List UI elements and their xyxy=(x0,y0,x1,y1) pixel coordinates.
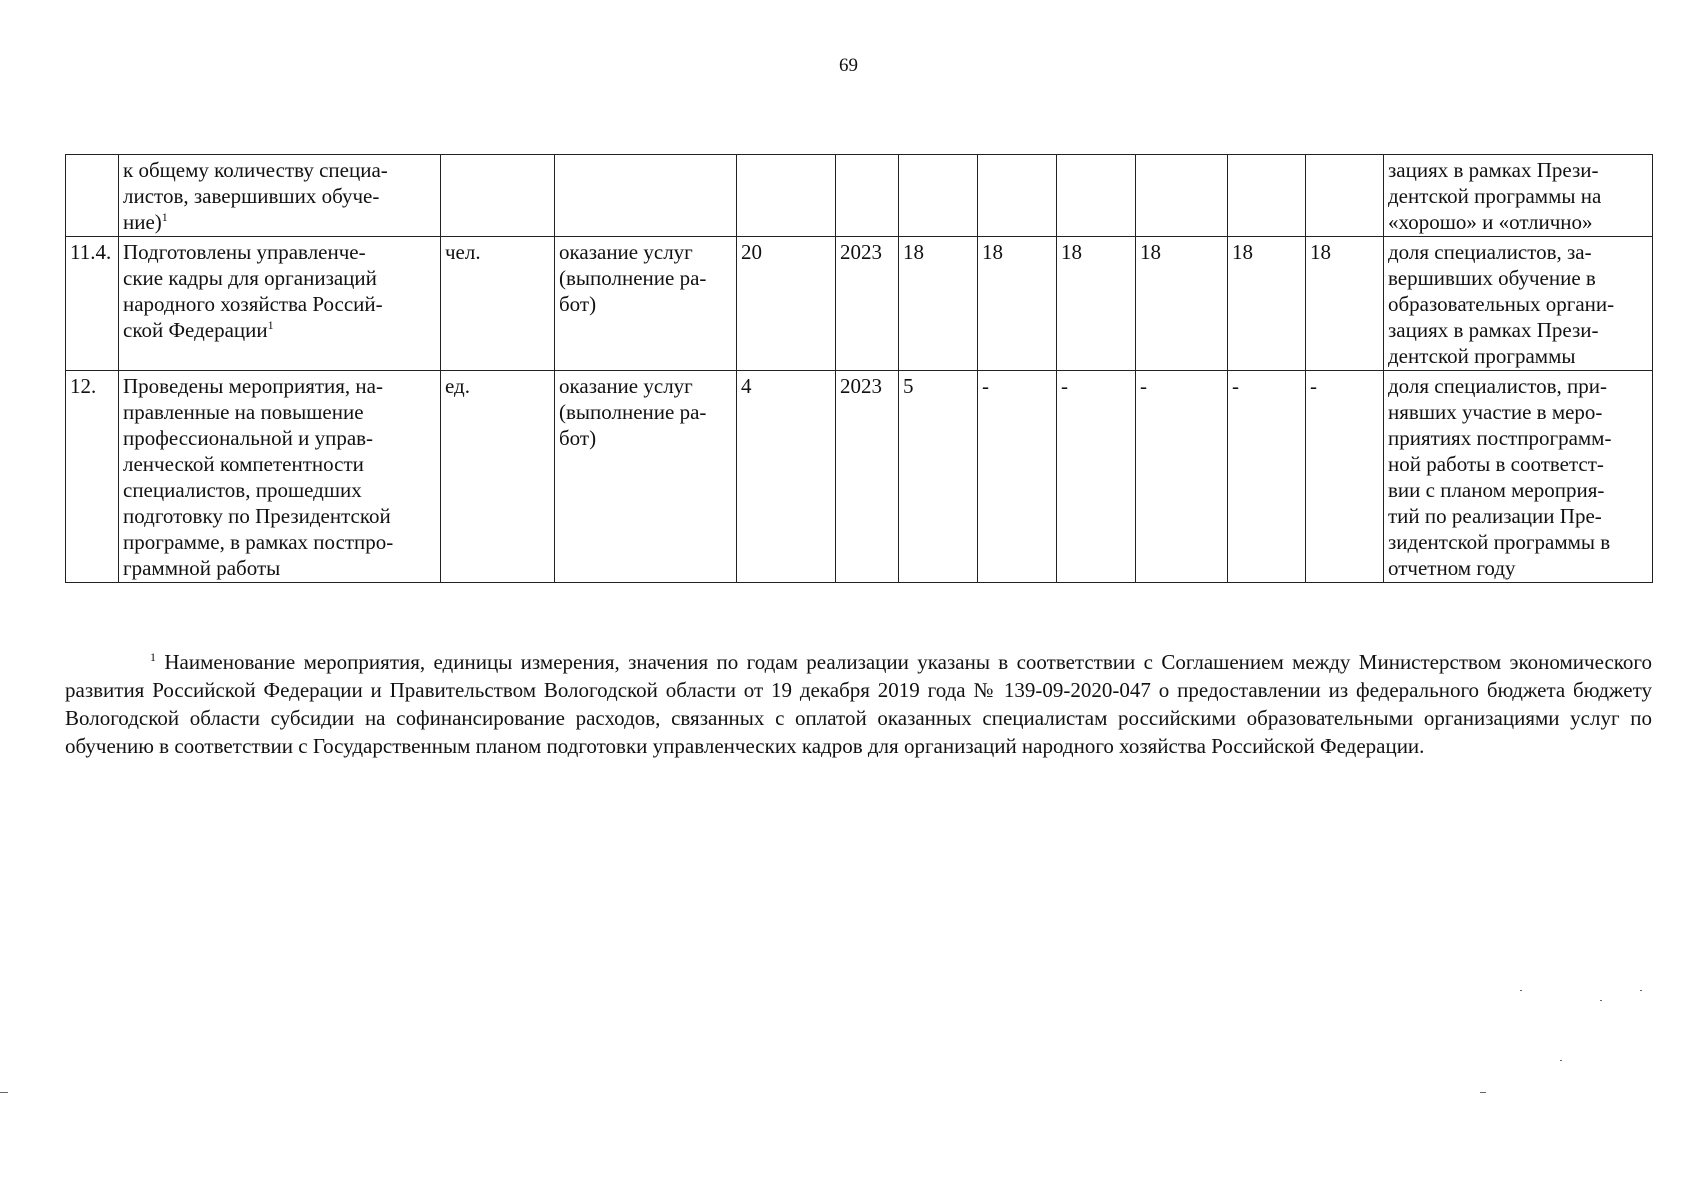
table-row xyxy=(66,155,1653,237)
year-value-cell: 5 xyxy=(899,371,978,583)
year-value-cell xyxy=(899,155,978,237)
footnote-ref: 1 xyxy=(161,210,168,224)
activity-name-cell: Подготовлены управленче- ские кадры для организаций народного хозяйства Россий- ской Федерации$^1$ xyxy=(119,237,441,371)
scan-mark xyxy=(1480,1092,1486,1093)
type-cell: оказание услуг (выполнение ра- бот) xyxy=(555,237,737,371)
indicator-cell: зациях в рамках Прези- дентской программы на «хорошо» и «отлично» xyxy=(1384,155,1653,237)
scan-mark xyxy=(1640,990,1642,991)
year-value-cell: 18 xyxy=(1228,237,1306,371)
footnote-text: Наименование мероприятия, единицы измерения, значения по годам реализации указаны в соответствии с Соглашением между Министерством экономического развития Российской Федерации и Правительством Вологодской области от 19 декабря 2019 года № 139-09-2020-047 о предоставлении из федерального бюджета бюджету Вологодской области субсидии на софинансирование расходов, связанных с оплатой оказанных специалистам российскими образовательными организациями услуг по обучению в соответствии с Государственным планом подготовки управленческих кадров для организаций народного хозяйства Российской Федерации. xyxy=(65,650,1652,758)
page-number: 69 xyxy=(839,55,858,76)
year-value-cell: - xyxy=(1228,371,1306,583)
base-value-cell: 20 xyxy=(737,237,836,371)
scan-mark xyxy=(0,1092,8,1093)
base-year-cell xyxy=(836,155,899,237)
unit-cell: чел. xyxy=(441,237,555,371)
year-value-cell xyxy=(1057,155,1136,237)
table-body xyxy=(66,155,1653,583)
base-value-cell: 4 xyxy=(737,371,836,583)
footnote xyxy=(65,648,1652,760)
scan-mark xyxy=(1600,1000,1602,1001)
unit-cell: ед. xyxy=(441,371,555,583)
year-value-cell xyxy=(1228,155,1306,237)
year-value-cell: 18 xyxy=(1136,237,1228,371)
base-year-cell: 2023 xyxy=(836,237,899,371)
row-number-cell xyxy=(66,155,119,237)
indicator-cell: доля специалистов, за- вершивших обучение в образовательных органи- зациях в рамках Прези- дентской программы xyxy=(1384,237,1653,371)
row-number-cell: 11.4. xyxy=(66,237,119,371)
table-row xyxy=(66,237,1653,371)
year-value-cell: - xyxy=(978,371,1057,583)
scan-mark xyxy=(1560,1060,1562,1061)
year-value-cell: 18 xyxy=(899,237,978,371)
type-cell: оказание услуг (выполнение ра- бот) xyxy=(555,371,737,583)
year-value-cell: 18 xyxy=(1057,237,1136,371)
indicator-cell: доля специалистов, при- нявших участие в меро- приятиях постпрограмм- ной работы в соответст- вии с планом мероприя- тий по реализации Пре- зидентской программы в отчетном году xyxy=(1384,371,1653,583)
year-value-cell: - xyxy=(1136,371,1228,583)
table-row xyxy=(66,371,1653,583)
year-value-cell xyxy=(1136,155,1228,237)
year-value-cell: - xyxy=(1306,371,1384,583)
activity-name-cell: Проведены мероприятия, на- правленные на повышение профессиональной и управ- ленческой компетентности специалистов, прошедших подготовку по Президентской программе, в рамках постпро- граммной работы xyxy=(119,371,441,583)
type-cell xyxy=(555,155,737,237)
activity-name-cell: к общему количеству специа- листов, завершивших обуче- ние)$^1$ xyxy=(119,155,441,237)
unit-cell xyxy=(441,155,555,237)
year-value-cell: 18 xyxy=(978,237,1057,371)
footnote-marker: 1 xyxy=(150,650,156,664)
year-value-cell xyxy=(1306,155,1384,237)
base-year-cell: 2023 xyxy=(836,371,899,583)
footnote-ref: 1 xyxy=(267,318,274,332)
year-value-cell xyxy=(978,155,1057,237)
row-number-cell: 12. xyxy=(66,371,119,583)
year-value-cell: 18 xyxy=(1306,237,1384,371)
year-value-cell: - xyxy=(1057,371,1136,583)
activities-table xyxy=(65,154,1653,583)
scan-mark xyxy=(1520,990,1522,991)
base-value-cell xyxy=(737,155,836,237)
